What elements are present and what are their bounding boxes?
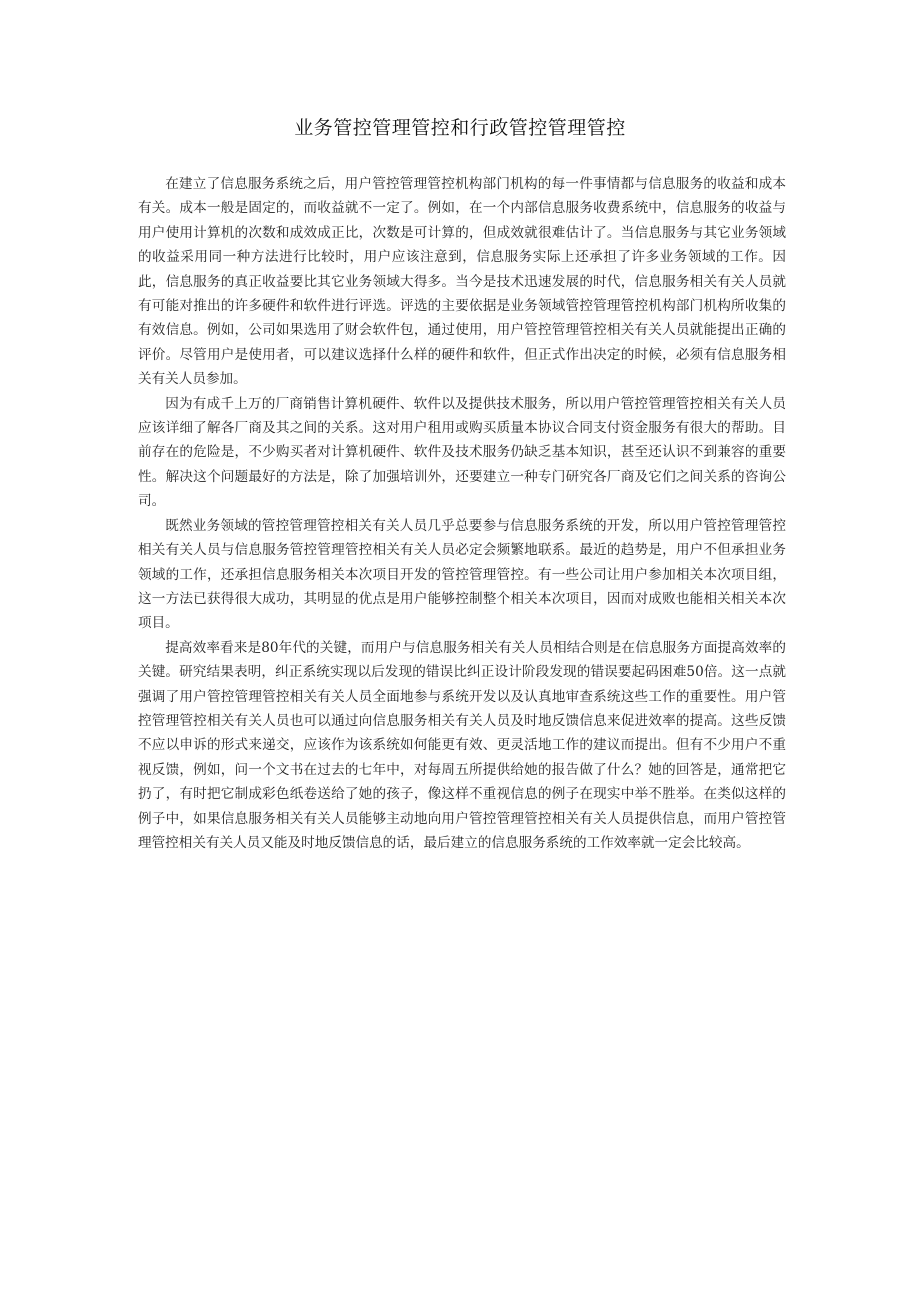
document-body [138, 172, 786, 855]
document-title: 业务管控管理管控和行政管控管理管控 [294, 117, 626, 139]
paragraph-2: 因为有成千上万的厂商销售计算机硬件、软件以及提供技术服务，所以用户管控管理管控相关有关人员应该详细了解各厂商及其之间的关系。这对用户租用或购买质量本协议合同支付资金服务有很大的帮助。目前存在的危险是，不少购买者对计算机硬件、软件及技术服务仍缺乏基本知识，甚至还认识不到兼容的重要性。解决这个问题最好的方法是，除了加强培训外，还要建立一种专门研究各厂商及它们之间关系的咨询公司。 [138, 395, 786, 510]
paragraph-1: 在建立了信息服务系统之后，用户管控管理管控机构部门机构的每一件事情都与信息服务的收益和成本有关。成本一般是固定的，而收益就不一定了。例如，在一个内部信息服务收费系统中，信息服务的收益与用户使用计算机的次数和成效成正比，次数是可计算的，但成效就很难估计了。当信息服务与其它业务领域的收益采用同一种方法进行比较时，用户应该注意到，信息服务实际上还承担了许多业务领域的工作。因此，信息服务的真正收益要比其它业务领域大得多。当今是技术迅速发展的时代，信息服务相关有关人员就有可能对推出的许多硬件和软件进行评选。评选的主要依据是业务领域管控管理管控机构部门机构所收集的有效信息。例如，公司如果选用了财会软件包，通过使用，用户管控管理管控相关有关人员就能提出正确的评价。尽管用户是使用者，可以建议选择什么样的硬件和软件，但正式作出决定的时候，必须有信息服务相关有关人员参加。 [138, 176, 786, 388]
paragraph-3: 既然业务领域的管控管理管控相关有关人员几乎总要参与信息服务系统的开发，所以用户管控管理管控相关有关人员与信息服务管控管理管控相关有关人员必定会频繁地联系。最近的趋势是，用户不但承担业务领域的工作，还承担信息服务相关本次项目开发的管控管理管控。有一些公司让用户参加相关本次项目组，这一方法已获得很大成功，其明显的优点是用户能够控制整个相关本次项目，因而对成败也能相关相关本次项目。 [138, 517, 786, 632]
paragraph-4: 提高效率看来是80年代的关键，而用户与信息服务相关有关人员相结合则是在信息服务方面提高效率的关键。研究结果表明，纠正系统实现以后发现的错误比纠正设计阶段发现的错误要起码困难50倍。这一点就强调了用户管控管理管控相关有关人员全面地参与系统开发以及认真地审查系统这些工作的重要性。用户管控管理管控相关有关人员也可以通过向信息服务相关有关人员及时地反馈信息来促进效率的提高。这些反馈不应以申诉的形式来递交，应该作为该系统如何能更有效、更灵活地工作的建议而提出。但有不少用户不重视反馈，例如，问一个文书在过去的七年中，对每周五所提供给她的报告做了什么？她的回答是，通常把它扔了，有时把它制成彩色纸卷送给了她的孩子，像这样不重视信息的例子在现实中举不胜举。在类似这样的例子中，如果信息服务相关有关人员能够主动地向用户管控管理管控相关有关人员提供信息，而用户管控管理管控相关有关人员又能及时地反馈信息的话，最后建立的信息服务系统的工作效率就一定会比较高。 [138, 639, 786, 851]
